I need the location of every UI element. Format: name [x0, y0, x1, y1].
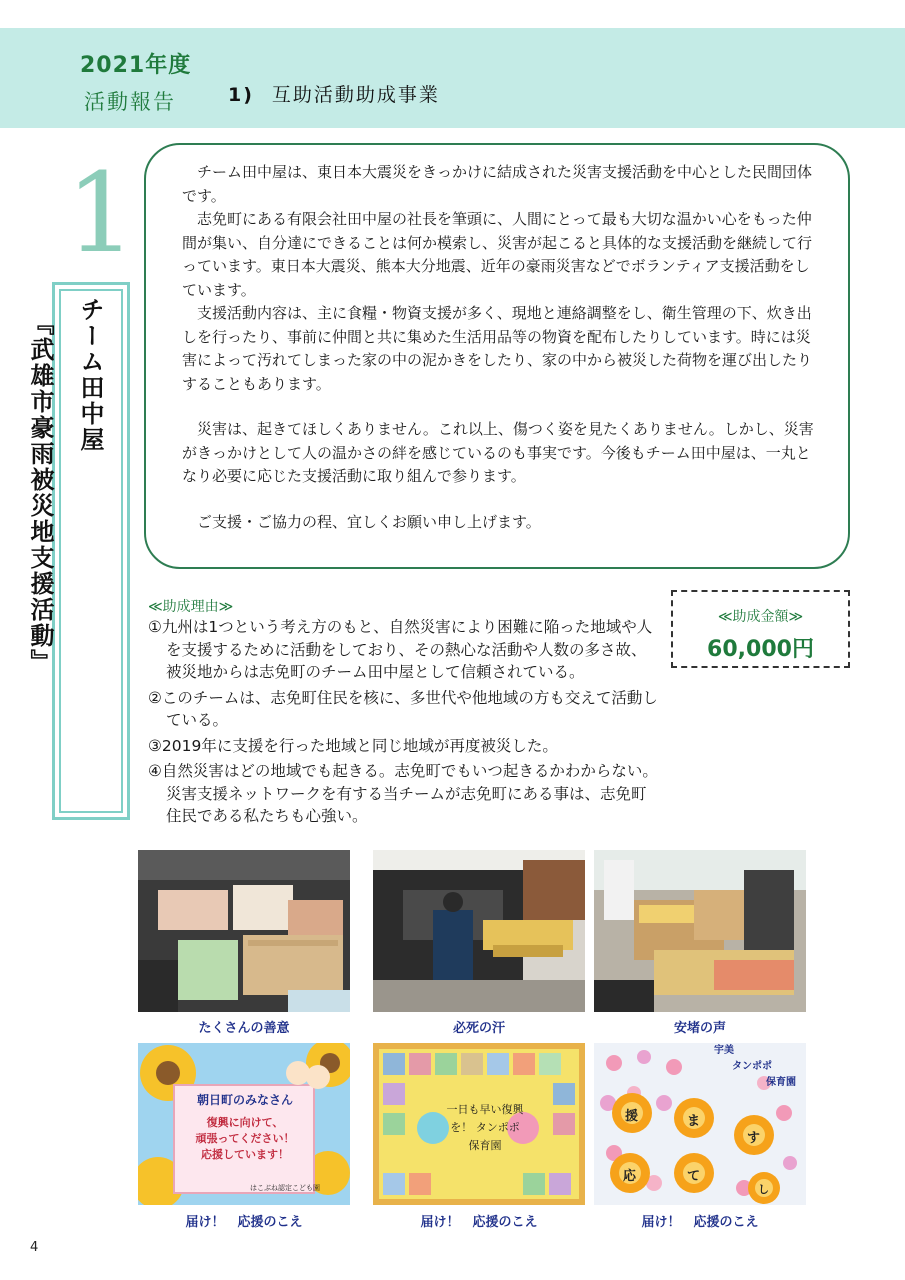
- story-paragraph: 志免町にある有限会社田中屋の社長を筆頭に、人間にとって最も大切な温かい心をもった仲間が集い、自分達にできることは何か模索し、災害が起こると具体的な支援活動を継続して行っています。東日本大震災、熊本大分地震、近年の豪雨災害などでボランティア支援活動をしています。: [182, 210, 813, 299]
- photo-drawings-board: [373, 1043, 585, 1205]
- flower-char: て: [687, 1169, 701, 1184]
- sign-message-line: 復興に向けて、: [206, 1116, 284, 1129]
- section-title: [228, 80, 440, 107]
- photo-hearts-board: [594, 1043, 806, 1205]
- sign-message: [180, 1115, 310, 1163]
- flower-char: 援: [625, 1109, 639, 1124]
- flower-char: し: [758, 1183, 769, 1196]
- photo-caption: 必死の汗: [452, 1021, 505, 1036]
- reason-item: ②このチームは、志免町住民を核に、多世代や他地域の方も交えて活動している。: [148, 688, 658, 729]
- entry-number: 1: [66, 149, 136, 277]
- photo-message-board-asahi: [138, 1043, 350, 1205]
- flower-char: 応: [623, 1169, 637, 1184]
- sign-message-line: 頑張ってください！: [195, 1132, 295, 1145]
- grant-amount-label: ≪助成金額≫: [717, 609, 804, 625]
- board-label-mid: タンポポ: [732, 1061, 772, 1072]
- photo-caption: 届け！ 応援のこえ: [420, 1215, 538, 1230]
- report-label: 活動報告: [84, 90, 176, 114]
- photo-caption: 安堵の声: [673, 1021, 726, 1036]
- story-paragraph: ご支援・ご協力の程、宜しくお願い申し上げます。: [197, 512, 541, 531]
- entry-subtitle: 『武雄市豪雨被災地支援活動』: [26, 311, 54, 675]
- section-name: 互助活動助成事業: [271, 84, 440, 106]
- photo-caption: 届け！ 応援のこえ: [185, 1215, 303, 1230]
- entry-title-vertical: [26, 297, 115, 807]
- sign-title: 朝日町のみなさん: [196, 1093, 293, 1107]
- flower-char: す: [747, 1131, 761, 1146]
- board-label-top: 宇美: [714, 1045, 734, 1056]
- report-year: 2021年度: [80, 53, 192, 78]
- section-number: 1): [228, 84, 254, 106]
- sign-message-line: 応援しています！: [201, 1148, 289, 1161]
- photo-food-distribution: [594, 850, 806, 1012]
- story-box: [144, 143, 850, 569]
- story-paragraph: チーム田中屋は、東日本大震災をきっかけに結成された災害支援活動を中心とした民間団体です。: [182, 163, 813, 205]
- entry-title: チーム田中屋: [76, 297, 104, 453]
- reason-item: ③2019年に支援を行った地域と同じ地域が再度被災した。: [148, 736, 558, 755]
- reason-item: ①九州は1つという考え方のもと、自然災害により困難に陥った地域や人を支援するために活動をしており、その熱心な活動や人数の多さ故、被災地からは志免町のチーム田中屋として信頼されている。: [148, 618, 653, 681]
- entry-title-frame: [26, 282, 130, 820]
- sign-from: はこぶね認定こども園: [250, 1184, 320, 1192]
- reason-heading: ≪助成理由≫: [148, 599, 234, 615]
- story-paragraph: 災害は、起きてほしくありません。これ以上、傷つく姿を見たくありません。しかし、災害がきっかけとして人の温かさの絆を感じているのも事実です。今後もチーム田中屋は、一丸となり必要に応じた支援活動に取り組んで参ります。: [182, 420, 814, 485]
- reason-list: [148, 616, 658, 831]
- board-message: 一日も早い復興を！ タンポポ保育園: [446, 1103, 524, 1152]
- photo-caption: たくさんの善意: [198, 1021, 290, 1036]
- board-label-right: 保育園: [766, 1077, 796, 1088]
- page-number: 4: [30, 1240, 39, 1255]
- photo-loading-van: [373, 850, 585, 1012]
- story-paragraph: 支援活動内容は、主に食糧・物資支援が多く、現地と連絡調整をし、衛生管理の下、炊き出しを行ったり、事前に仲間と共に集めた生活用品等の物資を配布したりしています。時には災害によって汚れてしまった家の中の泥かきをしたり、家の中から被災した荷物を運び出したりすることもあります。: [182, 304, 813, 393]
- reason-item: ④自然災害はどの地域でも起きる。志免町でもいつ起きるかわからない。災害支援ネットワークを有する当チームが志免町にある事は、志免町住民である私たちも心強い。: [148, 762, 658, 825]
- photo-supplies-trunk: [138, 850, 350, 1012]
- grant-amount-value: 60,000円: [707, 637, 814, 662]
- photo-caption: 届け！ 応援のこえ: [641, 1215, 759, 1230]
- flower-char: ま: [687, 1114, 701, 1129]
- grant-amount-box: [671, 590, 850, 668]
